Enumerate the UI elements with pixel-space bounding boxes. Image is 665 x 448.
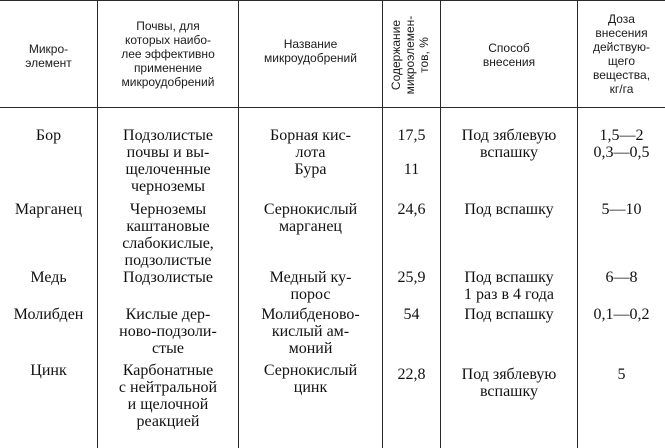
header-microelement-line: Микро- [28,42,69,56]
row-copper-soils [98,269,238,286]
row-zinc-fertilizer-line: цинк [293,379,328,396]
row-bor-soils-line: почвы и вы- [126,144,210,161]
row-zinc-fertilizer-line: Сернокислый [263,362,358,379]
row-molybdenum-soils-line: ново-подзоли- [119,323,217,340]
row-zinc-soils-line: с нейтральной [118,379,218,396]
row-molybdenum-element: Молибден [13,306,84,323]
row-copper-fertilizer-line: порос [290,286,331,303]
row-zinc-element: Цинк [30,362,67,379]
header-dose-line: вещества, [592,68,651,82]
row-bor-soils-line: щелоченные [125,161,211,178]
header-soils-line: которых наибо- [124,33,211,47]
row-bor-dose-value: 1,5—2 [599,127,644,144]
row-zinc-content-value: 22,8 [397,366,426,383]
row-copper-dose-value: 6—8 [605,269,638,286]
row-bor-method-line: Под зяблевую [461,127,557,144]
row-copper-element: Медь [30,269,67,286]
row-bor-element: Бор [35,127,62,144]
row-molybdenum-fertilizer-line: кислый ам- [271,323,350,340]
header-dose-line: Доза [608,12,635,26]
row-molybdenum-method [441,306,577,323]
row-bor-content [383,127,440,178]
row-bor-method [441,127,577,161]
row-zinc-method [441,366,577,400]
header-bottom-rule [0,107,665,108]
row-molybdenum-method-line: Под вспашку [464,306,554,323]
row-bor-content-value: 17,5 [397,127,426,144]
row-bor-fertilizer-line: Бура [294,161,327,178]
row-zinc-dose [578,366,665,383]
header-dose-line: кг/га [609,82,634,96]
row-molybdenum-soils-line: стые [152,340,184,357]
row-bor-soils-line: черноземы [130,178,205,195]
row-bor-method-line: вспашку [479,144,539,161]
row-molybdenum-dose [578,306,665,323]
row-copper-content [383,269,440,286]
row-copper-content-value: 25,9 [397,269,426,286]
row-copper-fertilizer-line: Медный ку- [269,269,352,286]
header-dose-line: щего [607,54,636,68]
row-bor-dose [578,127,665,161]
header-fertilizer-line: микроудобрений [264,51,357,65]
header-dose-line: внесения [595,26,648,40]
row-bor-content-value: 11 [403,161,420,178]
row-manganese-fertilizer [239,201,382,235]
row-copper-method-line: Под вспашку [464,269,554,286]
row-manganese-content [383,201,440,218]
row-zinc-dose-value: 5 [617,366,626,383]
header-microelement [0,42,97,70]
row-zinc-soils [98,362,238,430]
row-molybdenum-content-value: 54 [403,306,420,323]
row-manganese-soils-line: каштановые [126,218,210,235]
table-top-rule [0,0,665,1]
header-soils-line: микроудобрений [121,75,215,89]
row-zinc-soils-line: и щелочной [127,396,209,413]
row-zinc-fertilizer [239,362,382,396]
header-dose [578,12,665,96]
row-manganese-soils-line: слабокислые, [122,235,214,252]
row-molybdenum-fertilizer-line: моний [288,340,333,357]
row-zinc-content [383,366,440,383]
header-fertilizer-line: Название [283,37,338,51]
row-copper-method-line: 1 раз в 4 года [464,286,554,303]
row-bor-soils-line: Подзолистые [123,127,213,144]
row-molybdenum-soils-line: Кислые дер- [125,306,211,323]
header-content-line: микроэлемен- [403,15,417,95]
row-molybdenum-fertilizer-line: Молибденово- [261,306,360,323]
header-method-line: Способ [488,41,530,55]
row-copper-fertilizer [239,269,382,303]
header-fertilizer [239,37,382,65]
row-manganese-dose [578,201,665,218]
row-zinc-soils-line: реакцией [136,413,200,430]
row-manganese-method-line: Под вспашку [464,201,554,218]
row-copper-method [441,269,577,303]
row-molybdenum-content [383,306,440,323]
row-bor-fertilizer [239,127,382,178]
row-molybdenum-dose-value: 0,1—0,2 [593,306,650,323]
row-manganese-fertilizer-line: Сернокислый [263,201,358,218]
header-soils-line: Почвы, для [136,19,200,33]
row-manganese-method [441,201,577,218]
header-content-line: Содержание [389,19,403,91]
row-zinc-method-line: Под зяблевую [461,366,557,383]
row-manganese-soils-line: подзолистые [124,252,212,269]
header-soils-line: лее эффективно [121,47,215,61]
row-manganese-soils-line: Черноземы [129,201,207,218]
row-molybdenum-soils [98,306,238,357]
header-content [389,6,431,104]
header-dose-line: действую- [593,40,650,54]
header-content-line: тов, % [417,37,431,73]
row-molybdenum-fertilizer [239,306,382,357]
row-zinc-soils-line: Карбонатные [122,362,214,379]
header-method-line: внесения [482,55,536,69]
row-manganese-content-value: 24,6 [397,201,426,218]
row-copper-soils-line: Подзолистые [123,269,213,286]
header-soils [98,19,238,89]
row-bor-fertilizer-line: лота [295,144,326,161]
row-manganese-fertilizer-line: марганец [278,218,342,235]
row-zinc-method-line: вспашку [479,383,539,400]
row-manganese-soils [98,201,238,269]
row-bor-fertilizer-line: Борная кис- [270,127,351,144]
header-microelement-line: элемент [25,56,72,70]
row-manganese-dose-value: 5—10 [601,201,642,218]
row-manganese-element: Марганец [14,201,83,218]
row-copper-dose [578,269,665,286]
header-soils-line: применение [133,61,203,75]
row-bor-dose-value: 0,3—0,5 [593,144,650,161]
row-bor-soils [98,127,238,195]
header-method [441,41,577,69]
